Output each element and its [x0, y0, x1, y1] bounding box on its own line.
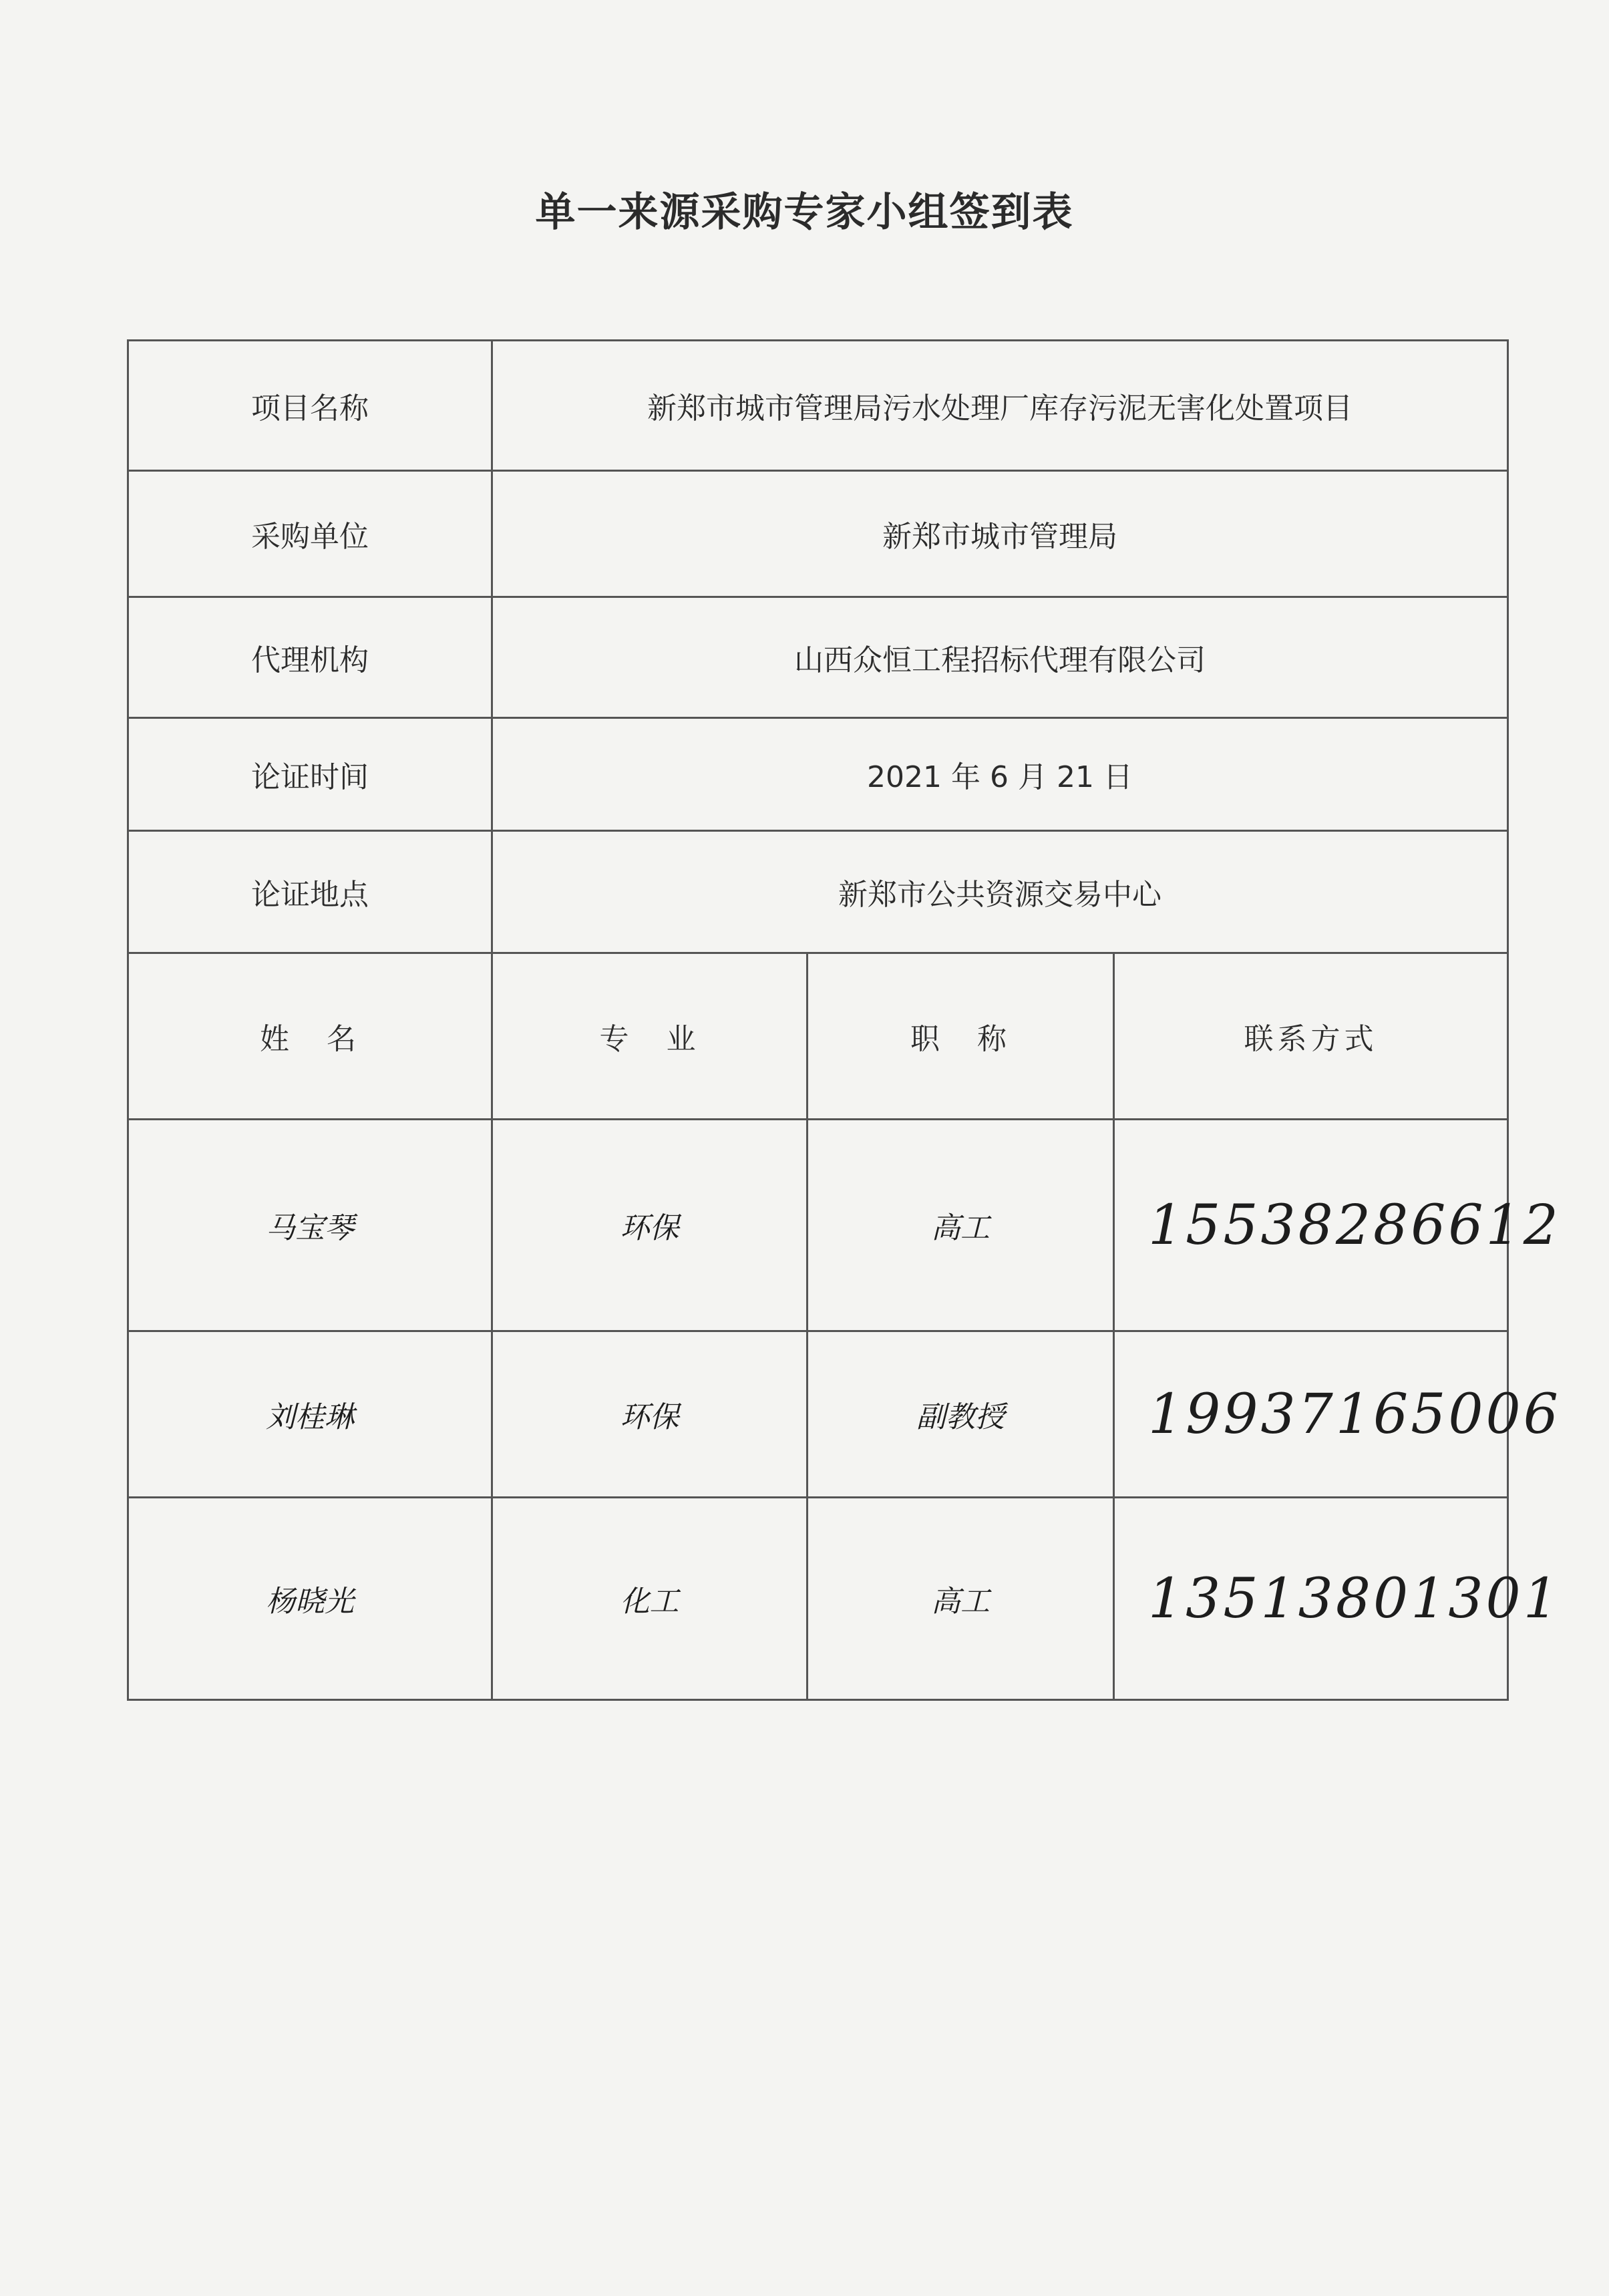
- label-location: 论证地点: [128, 831, 492, 953]
- label-agency: 代理机构: [128, 597, 492, 718]
- label-date: 论证时间: [128, 718, 492, 831]
- signature-name: 马宝琴: [128, 1120, 492, 1331]
- value-purchaser: 新郑市城市管理局: [492, 471, 1508, 597]
- signature-major: 化工: [492, 1498, 808, 1700]
- header-major: 专 业: [492, 953, 808, 1120]
- signature-title: 高工: [808, 1498, 1114, 1700]
- signature-major: 环保: [492, 1120, 808, 1331]
- signature-major: 环保: [492, 1331, 808, 1498]
- signature-row: [128, 1498, 1508, 1700]
- signature-phone: 15538286612: [1114, 1120, 1508, 1331]
- row-location: [128, 831, 1508, 953]
- value-agency: 山西众恒工程招标代理有限公司: [492, 597, 1508, 718]
- header-contact: 联系方式: [1114, 953, 1508, 1120]
- value-location: 新郑市公共资源交易中心: [492, 831, 1508, 953]
- signature-title: 高工: [808, 1120, 1114, 1331]
- signature-name: 杨晓光: [128, 1498, 492, 1700]
- label-project-name: 项目名称: [128, 341, 492, 471]
- row-project-name: [128, 341, 1508, 471]
- value-project-name: 新郑市城市管理局污水处理厂库存污泥无害化处置项目: [492, 341, 1508, 471]
- signature-phone: 13513801301: [1114, 1498, 1508, 1700]
- page-title: 单一来源采购专家小组签到表: [535, 189, 1074, 236]
- header-title: 职 称: [808, 953, 1114, 1120]
- value-date: 2021 年 6 月 21 日: [492, 718, 1508, 831]
- column-header-row: [128, 953, 1508, 1120]
- signature-title: 副教授: [808, 1331, 1114, 1498]
- header-name: 姓 名: [128, 953, 492, 1120]
- signature-phone: 19937165006: [1114, 1331, 1508, 1498]
- row-purchaser: [128, 471, 1508, 597]
- signature-row: [128, 1120, 1508, 1331]
- signature-row: [128, 1331, 1508, 1498]
- row-agency: [128, 597, 1508, 718]
- signature-name: 刘桂琳: [128, 1331, 492, 1498]
- row-date: [128, 718, 1508, 831]
- sign-in-table: [127, 339, 1561, 1701]
- label-purchaser: 采购单位: [128, 471, 492, 597]
